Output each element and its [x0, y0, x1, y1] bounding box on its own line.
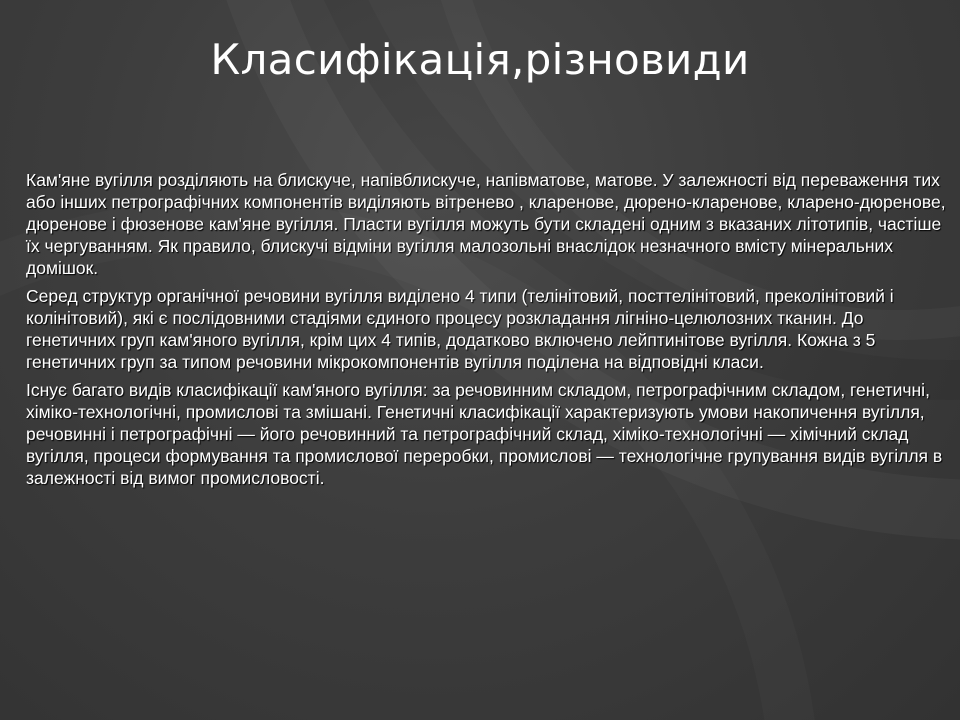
paragraph-lithotypes: Кам'яне вугілля розділяють на блискуче, напівблискуче, напівматове, матове. У залежності від переваження тих або інших петрографічних компонентів виділяють вітренево , кларенове, дюрено-кларенове, кларено-дюренове, дюренове і фюзенове кам'яне вугілля. Пласти вугілля можуть бути складені одним з вказаних літотипів, частіше їх чергуванням. Як правило, блискучі відміни вугілля малозольні внаслідок незначного вмісту мінеральних домішок.: [26, 170, 946, 278]
slide-title: Класифікація,різновиди: [210, 35, 750, 84]
paragraph-genetic-groups: Серед структур органічної речовини вугілля виділено 4 типи (телінітовий, посттелінітовий, преколінітовий і колінітовий), які є послідовними стадіями єдиного процесу розкладання лігніно-целюлозних тканин. До генетичних груп кам'яного вугілля, крім цих 4 типів, додатково включено лейптинітове вугілля. Кожна з 5 генетичних груп за типом речовини мікрокомпонентів вугілля поділена на відповідні класи.: [26, 286, 894, 372]
paragraph-classification-types: Існує багато видів класифікації кам'яного вугілля: за речовинним складом, петрографічним складом, генетичні, хіміко-технологічні, промислові та змішані. Генетичні класифікації характеризують умови накопичення вугілля, речовинні і петрографічні — його речовинний та петрографічний склад, хіміко-технологічні — хімічний склад вугілля, процеси формування та промислової переробки, промислові — технологічне групування видів вугілля в залежності від вимог промисловості.: [26, 380, 943, 488]
slide-body: [26, 169, 946, 495]
